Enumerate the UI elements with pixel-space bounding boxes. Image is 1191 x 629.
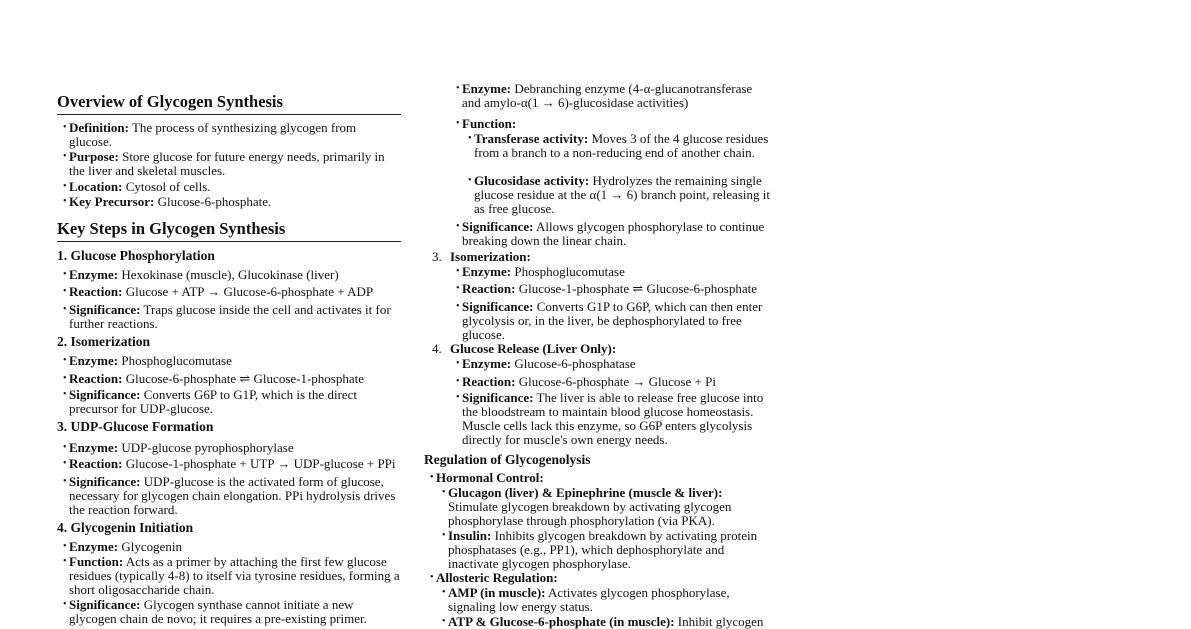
step-1-enzyme: Enzyme: Hexokinase (muscle), Glucokinase (liver): [69, 267, 339, 282]
bullet: •: [456, 118, 460, 129]
bullet: •: [430, 472, 434, 483]
overview-definition: Definition: The process of synthesizing glycogen from glucose.: [69, 120, 357, 149]
overview-heading: Overview of Glycogen Synthesis: [57, 92, 401, 115]
release-title: Glucose Release (Liver Only):: [450, 341, 617, 356]
glucagon-epinephrine: Glucagon (liver) & Epinephrine (muscle & liver): Stimulate glycogen breakdown by activating glycogen phosphorylase through phosphorylation (via PKA).: [448, 485, 732, 528]
bullet: •: [456, 301, 460, 312]
atp-g6p-regulation: ATP & Glucose-6-phosphate (in muscle): Inhibit glycogen: [448, 614, 764, 629]
bullet: •: [442, 587, 446, 598]
bullet: •: [456, 283, 460, 294]
step-2-title: 2. Isomerization: [57, 334, 150, 349]
step-1-title: 1. Glucose Phosphorylation: [57, 248, 215, 263]
bullet: •: [63, 389, 67, 400]
allosteric-regulation: Allosteric Regulation:: [436, 570, 558, 585]
debranching-function: Function:: [462, 116, 517, 131]
step-2-reaction: Reaction: Glucose-6-phosphate ⇌ Glucose-1-phosphate: [69, 371, 365, 386]
bullet: •: [63, 269, 67, 280]
bullet: •: [456, 392, 460, 403]
debranching-significance: Significance: Allows glycogen phosphorylase to continue breaking down the linear chain.: [462, 219, 765, 248]
release-reaction: Reaction: Glucose-6-phosphate → Glucose + Pi: [462, 374, 716, 389]
bullet: •: [442, 487, 446, 498]
amp-regulation: AMP (in muscle): Activates glycogen phosphorylase, signaling low energy status.: [448, 585, 730, 614]
bullet: •: [63, 541, 67, 552]
bullet: •: [456, 376, 460, 387]
insulin: Insulin: Inhibits glycogen breakdown by activating protein phosphatases (e.g., PP1), which dephosphorylate and inactivate glycogen phosphorylase.: [448, 528, 758, 571]
iso-title: Isomerization:: [450, 249, 531, 264]
step-1-reaction: Reaction: Glucose + ATP → Glucose-6-phosphate + ADP: [69, 284, 374, 299]
step-1-significance: Significance: Traps glucose inside the cell and activates it for further reactions.: [69, 302, 391, 331]
bullet: •: [63, 181, 67, 192]
bullet: •: [468, 175, 472, 186]
bullet: •: [456, 83, 460, 94]
iso-enzyme: Enzyme: Phosphoglucomutase: [462, 264, 625, 279]
step-2-enzyme: Enzyme: Phosphoglucomutase: [69, 353, 232, 368]
bullet: •: [63, 599, 67, 610]
bullet: •: [63, 442, 67, 453]
release-enzyme: Enzyme: Glucose-6-phosphatase: [462, 356, 636, 371]
bullet: •: [63, 196, 67, 207]
bullet: •: [63, 151, 67, 162]
glucosidase-activity: Glucosidase activity: Hydrolyzes the remaining single glucose residue at the α(1 → 6) branch point, releasing it as free glucose.: [474, 173, 770, 216]
step-3-reaction: Reaction: Glucose-1-phosphate + UTP → UDP-glucose + PPi: [69, 456, 396, 471]
iso-number: 3.: [432, 249, 442, 264]
overview-purpose: Purpose: Store glucose for future energy needs, primarily in the liver and skeletal muscles.: [69, 149, 385, 178]
bullet: •: [442, 530, 446, 541]
bullet: •: [63, 476, 67, 487]
bullet: •: [63, 556, 67, 567]
bullet: •: [430, 572, 434, 583]
step-4-title: 4. Glycogenin Initiation: [57, 520, 194, 535]
iso-significance: Significance: Converts G1P to G6P, which can then enter glycolysis or, in the liver, be dephosphorylated to free glucose.: [462, 299, 763, 342]
step-2-significance: Significance: Converts G6P to G1P, which is the direct precursor for UDP-glucose.: [69, 387, 358, 416]
release-significance: Significance: The liver is able to release free glucose into the bloodstream to maintain blood glucose homeostasis. Muscle cells lack this enzyme, so G6P enters glycolysis directly for muscle's own energy needs.: [462, 390, 764, 447]
debranching-enzyme: Enzyme: Debranching enzyme (4-α-glucanotransferase and amylo-α(1 → 6)-glucosidase activities): [462, 81, 753, 110]
bullet: •: [63, 304, 67, 315]
transferase-activity: Transferase activity: Moves 3 of the 4 glucose residues from a branch to a non-reducing end of another chain.: [474, 131, 769, 160]
step-3-title: 3. UDP-Glucose Formation: [57, 419, 214, 434]
bullet: •: [456, 266, 460, 277]
iso-reaction: Reaction: Glucose-1-phosphate ⇌ Glucose-6-phosphate: [462, 281, 758, 296]
step-4-significance: Significance: Glycogen synthase cannot initiate a new glycogen chain de novo; it requires a pre-existing primer.: [69, 597, 367, 626]
bullet: •: [442, 616, 446, 627]
step-4-function: Function: Acts as a primer by attaching the first few glucose residues (typically 4-8) to itself via tyrosine residues, forming a short oligosaccharide chain.: [69, 554, 400, 597]
bullet: •: [456, 221, 460, 232]
regulation-heading: Regulation of Glycogenolysis: [424, 452, 591, 467]
bullet: •: [63, 122, 67, 133]
bullet: •: [63, 286, 67, 297]
step-3-significance: Significance: UDP-glucose is the activated form of glucose, necessary for glycogen chain elongation. PPi hydrolysis drives the reaction forward.: [69, 474, 396, 517]
step-4-enzyme: Enzyme: Glycogenin: [69, 539, 183, 554]
hormonal-control: Hormonal Control:: [436, 470, 544, 485]
key-steps-heading: Key Steps in Glycogen Synthesis: [57, 219, 401, 242]
bullet: •: [456, 358, 460, 369]
bullet: •: [63, 373, 67, 384]
overview-location: Location: Cytosol of cells.: [69, 179, 211, 194]
step-3-enzyme: Enzyme: UDP-glucose pyrophosphorylase: [69, 440, 294, 455]
bullet: •: [468, 133, 472, 144]
overview-precursor: Key Precursor: Glucose-6-phosphate.: [69, 194, 272, 209]
release-number: 4.: [432, 341, 442, 356]
bullet: •: [63, 458, 67, 469]
bullet: •: [63, 355, 67, 366]
